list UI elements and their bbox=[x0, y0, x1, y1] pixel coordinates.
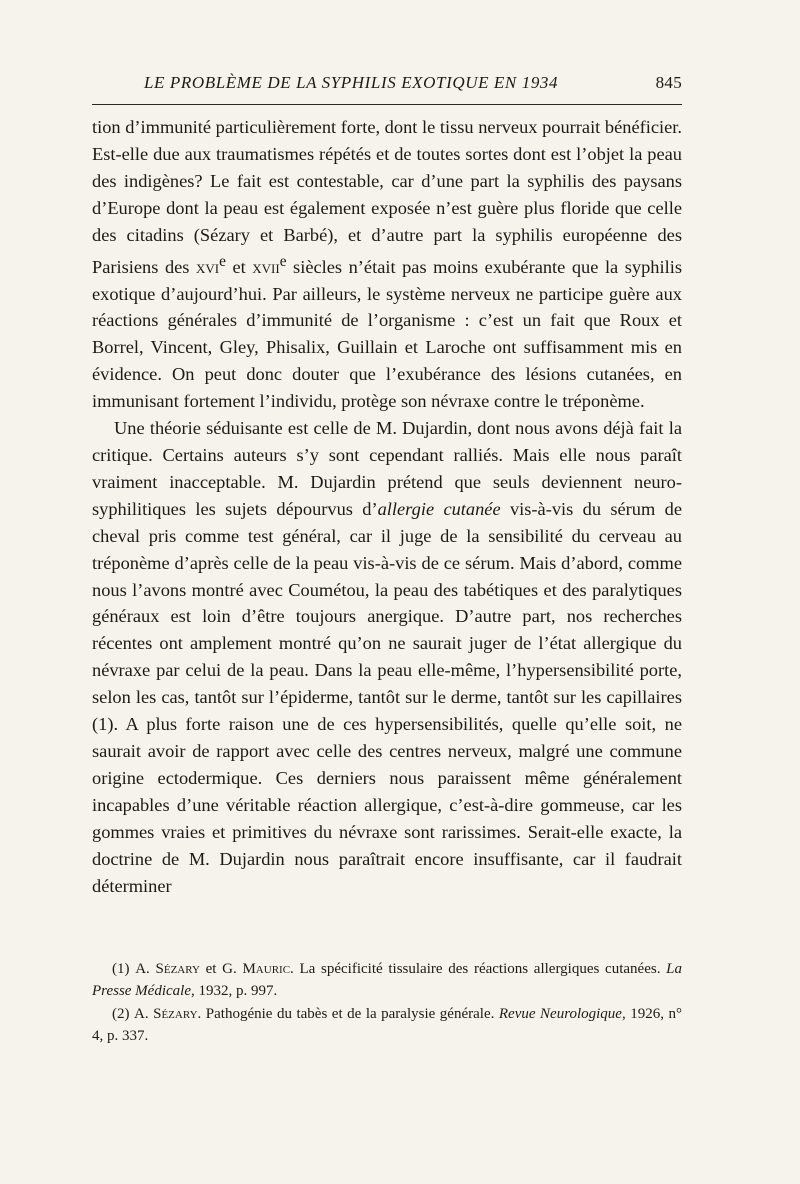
century-16-suffix: e bbox=[219, 252, 226, 270]
paragraph-1-part-b: et bbox=[225, 256, 253, 277]
footnote-1 bbox=[92, 958, 682, 1003]
paragraph-2-part-b: vis-à-vis du sérum de cheval pris comme test général, car il juge de la sensibilité du cerveau au tréponème d’après celle de la peau vis-à-vis de ce sérum. Mais d’abord, comme nous l’avons montré avec Coumétou, la peau des tabétiques et des paralytiques généraux est loin d’être toujours anergique. D’autre part, nos recherches récentes ont amplement montré qu’on ne saurait juger de l’état allergique du névraxe par celui de la peau. Dans la peau elle-même, l’hypersensibilité porte, selon les cas, tantôt sur l’épiderme, tantôt sur le derme, tantôt sur les capillaires (1). A plus forte raison une de ces hypersensibilités, quelle qu’elle soit, ne saurait avoir de rapport avec celle des centres nerveux, malgré une commune origine ectodermique. Ces derniers nous paraissent même généralement incapables d’une véritable réaction allergique, c’est-à-dire gommeuse, car les gommes vraies et primitives du névraxe sont rarissimes. Serait-elle exacte, la doctrine de M. Dujardin nous paraîtrait encore insuffisante, car il faudrait déterminer bbox=[92, 498, 682, 896]
footnote-2-number: (2) bbox=[112, 1005, 130, 1022]
header-rule bbox=[92, 104, 682, 105]
footnote-2 bbox=[92, 1003, 682, 1048]
page-header bbox=[92, 73, 682, 101]
paragraph-2 bbox=[92, 415, 682, 899]
footnote-1-author-1: A. Sézary bbox=[135, 961, 200, 977]
century-16: xvi bbox=[196, 256, 220, 277]
paragraph-1-part-d: siècles n’était pas moins exubérante que la syphilis exotique d’aujourd’hui. Par ailleurs, le système nerveux ne participe guère aux réactions générales d’immunité de l’organisme : c’est un fait que Roux et Borrel, Vincent, Gley, Phisalix, Guillain et Laroche ont suffisamment mis en évidence. On peut donc douter que l’exubérance des lésions cutanées, en immunisant fortement l’individu, protège son névraxe contre le tréponème. bbox=[92, 256, 682, 412]
footnote-2-journal: Revue Neurologique bbox=[498, 1005, 622, 1022]
paragraph-1-part-a: tion d’immunité particulièrement forte, dont le tissu nerveux pourrait bénéficier. Est-elle due aux traumatismes répétés et de toutes sortes dont est l’objet la peau des indigènes? Le fait est contestable, car d’une part la syphilis des paysans d’Europe dont la peau est également exposée n’est guère plus floride que celle des citadins (Sézary et Barbé), et d’autre part la syphilis européenne des Parisiens des bbox=[92, 117, 682, 277]
footnote-1-author-2: Mauric bbox=[242, 961, 291, 977]
footnote-2-tail: , 1926, n° 4, p. 337. bbox=[92, 1005, 682, 1045]
paragraph-1 bbox=[92, 114, 682, 415]
body-text bbox=[92, 114, 682, 899]
footnote-2-author: A. Sézary bbox=[134, 1005, 198, 1022]
footnote-1-journal: La Presse Médicale bbox=[92, 961, 682, 1000]
italic-term: allergie cutanée bbox=[377, 498, 501, 519]
paragraph-2-part-a: Une théorie séduisante est celle de M. Dujardin, dont nous avons déjà fait la critique. Certains auteurs s’y sont cependant ralliés. Mais elle nous paraît vraiment inacceptable. M. Dujardin prétend que seuls deviennent neuro-syphilitiques les sujets dépourvus d’ bbox=[92, 418, 682, 519]
footnote-1-mid: et G. bbox=[199, 961, 243, 977]
running-title-year: 1934 bbox=[521, 73, 559, 92]
footnote-1-text: . La spécificité tissulaire des réactions allergiques cutanées. bbox=[290, 961, 667, 977]
running-title-text: LE PROBLÈME DE LA SYPHILIS EXOTIQUE EN bbox=[144, 73, 517, 92]
running-title bbox=[144, 73, 558, 93]
century-17-suffix: e bbox=[279, 252, 287, 270]
footnote-1-number: (1) bbox=[112, 961, 130, 977]
page-number: 845 bbox=[655, 73, 682, 92]
century-17: xvii bbox=[252, 256, 280, 277]
footnote-1-tail: , 1932, p. 997. bbox=[191, 983, 278, 1000]
footnote-2-text: . Pathogénie du tabès et de la paralysie générale. bbox=[197, 1005, 499, 1022]
footnotes bbox=[92, 958, 682, 1048]
